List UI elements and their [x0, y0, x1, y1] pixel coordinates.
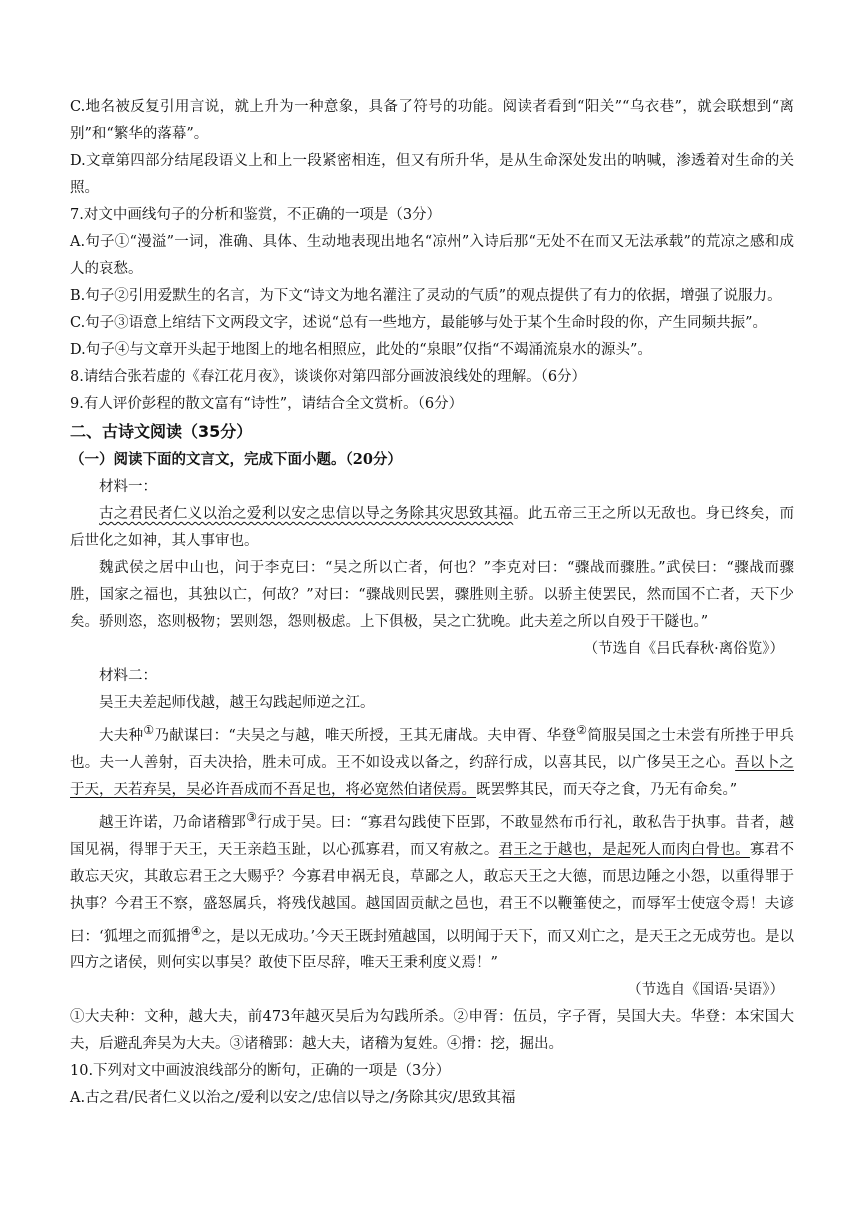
q6-option-c: C.地名被反复引用言说，就上升为一种意象，具备了符号的功能。阅读者看到“阳关”“乌衣巷”，就会联想到“离别”和“繁华的落幕”。	[70, 99, 794, 142]
exam-page	[70, 94, 794, 1112]
q7-stem: 7.对文中画线句子的分析和鉴赏，不正确的一项是（3分）	[70, 207, 442, 223]
q7-option-c: C.句子③语意上绾结下文两段文字，述说“总有一些地方，最能够与处于某个生命时段的你，产生同频共振”。	[70, 315, 768, 331]
material-1-para-2: 魏武侯之居中山也，问于李克曰：“吴之所以亡者，何也？”李克对曰：“骤战而骤胜。”武侯曰：“骤战而骤胜，国家之福也，其独以亡，何故？”对曰：“骤战则民罢，骤胜则主骄。以骄主使罢民，然而国不亡者，天下少矣。骄则恣，恣则极物；罢则怨，怨则极虑。上下俱极，吴之亡犹晚。此夫差之所以自殁于干隧也。”	[70, 560, 794, 630]
q7-option-b: B.句子②引用爱默生的名言，为下文“诗文为地名灌注了灵动的气质”的观点提供了有力的依据，增强了说服力。	[70, 288, 782, 304]
material-2	[70, 663, 794, 1004]
footnotes: ①大夫种：文种，越大夫，前473年越灭吴后为勾践所杀。②申胥：伍员，字子胥，吴国大夫。华登：本宋国大夫，后避乱奔吴为大夫。③诸稽郢：越大夫，诸稽为复姓。④搰：挖，掘出。	[70, 1009, 794, 1053]
wavy-underlined-text: 古之君民者仁义以治之爱利以安之忠信以导之务除其灾思致其福	[99, 506, 514, 522]
q6-option-d: D.文章第四部分结尾段语义上和上一段紧密相连，但又有所升华，是从生命深处发出的呐喊，渗透着对生命的关照。	[70, 153, 794, 196]
material-2-source: （节选自《国语·吴语》）	[627, 982, 784, 999]
material-2-para-1: 吴王夫差起师伐越，越王勾践起师逆之江。	[99, 695, 375, 711]
material-2-para-3: 越王许诺，乃命诸稽郢③行成于吴。曰：“寡君勾践使下臣郢，不敢显然布币行礼，敢私告于执事。昔者，越国见祸，得罪于天王，天王亲趋玉趾，以心孤寡君，而又宥赦之。君王之于越也，是起死人而肉白骨也。寡君不敢忘天灾，其敢忘君王之大赐乎？今寡君申祸无良，草鄙之人，敢忘天王之大德，而思边陲之小怨，以重得罪于执事？今君王不察，盛怒属兵，将残伐越国。越国固贡献之邑也，君王不以鞭箠使之，而辱军士使寇令焉！夫谚曰：‘狐埋之而狐搰④之，是以无成功。’今天王既封殖越国，以明闻于天下，而又刈亡之，是天王之无成劳也。是以四方之诸侯，则何实以事吴？敢使下臣尽辞，唯天王秉利度义焉！”	[70, 809, 795, 972]
q10-stem: 10.下列对文中画波浪线部分的断句，正确的一项是（3分）	[70, 1063, 451, 1080]
section-2-sub-1: （一）阅读下面的文言文，完成下面小题。（20分）	[70, 451, 402, 468]
material-1-para-1: 古之君民者仁义以治之爱利以安之忠信以导之务除其灾思致其福。此五帝三王之所以无敌也。身已终矣，而后世化之如神，其人事审也。	[70, 506, 794, 549]
q7-option-a: A.句子①“漫溢”一词，准确、具体、生动地表现出地名“凉州”入诗后那“无处不在而又无法承载”的荒凉之感和成人的哀愁。	[70, 234, 794, 277]
material-1-source: （节选自《吕氏春秋·离俗览》）	[583, 641, 784, 657]
q8-stem: 8.请结合张若虚的《春江花月夜》，谈谈你对第四部分画波浪线处的理解。（6分）	[70, 369, 587, 385]
material-1	[70, 474, 794, 663]
q10-option-a: A.古之君/民者仁义以治之/爱利以安之/忠信以导之/务除其灾/思致其福	[70, 1090, 516, 1107]
section-2-title: 二、古诗文阅读（35分）	[70, 422, 253, 441]
q7-option-d: D.句子④与文章开头起于地图上的地名相照应，此处的“泉眼”仅指“不竭涌流泉水的源头”。	[70, 342, 652, 358]
material-2-label: 材料二：	[99, 668, 157, 684]
material-2-para-2: 大夫种①乃献谋曰：“夫吴之与越，唯天所授，王其无庸战。夫申胥、华登②简服吴国之士未尝有所挫于甲兵也。夫一人善射，百夫决拾，胜未可成。王不如设戎以备之，约辞行成，以喜其民，以广侈吴王之心。吾以卜之于天，天若弃吴，吴必许吾成而不吾足也，将必宽然伯诸侯焉。既罢弊其民，而天夺之食，乃无有命矣。”	[70, 723, 795, 798]
underlined-sentence: 君王之于越也，是起死人而肉白骨也。	[498, 841, 750, 858]
underlined-sentence: 吾以卜之于天，天若弃吴，吴必许吾成而不吾足也，将必宽然伯诸侯焉。	[70, 754, 794, 798]
material-1-label: 材料一：	[99, 479, 157, 495]
q9-stem: 9.有人评价彭程的散文富有“诗性”，请结合全文赏析。（6分）	[70, 396, 464, 412]
